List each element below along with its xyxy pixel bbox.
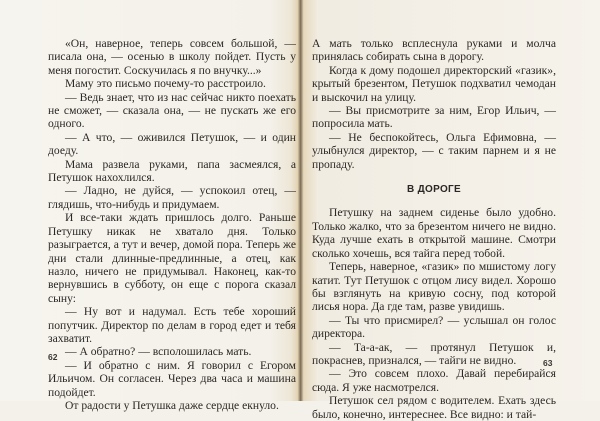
left-page [0, 0, 298, 412]
right-page-text [312, 37, 556, 421]
paragraph: — А обратно? — всполошилась мать. [65, 345, 252, 359]
paragraph: — Не беспокойтесь, Ольга Ефимовна, — улыбнулся директор, — с таким парнем и я не пропаду. [312, 130, 556, 171]
left-page-text [48, 37, 296, 412]
paragraph: Когда к дому подошел директорский «газик», крытый брезентом, Петушок подхватил чемодан и выскочил на улицу. [312, 63, 556, 104]
paragraph: А мать только всплеснула руками и молча принялась собирать сына в дорогу. [312, 37, 556, 64]
page-number: 62 [48, 352, 58, 362]
right-page [302, 0, 600, 421]
paragraph: Петушок сел рядом с водителем. Ехать здесь было, конечно, интереснее. Все видно: и тай- [312, 394, 556, 421]
section-heading: В ДОРОГЕ [407, 184, 461, 196]
paragraph: Маму это письмо почему-то расстроило. [65, 77, 266, 91]
paragraph: — Ведь знает, что из нас сейчас никто поехать не сможет, — сказала она, — не пускать же его одного. [48, 90, 296, 131]
paragraph: — А что, — оживился Петушок, — и один доеду. [48, 130, 296, 158]
paragraph: Теперь, наверное, «газик» по мшистому логу катит. Тут Петушок с отцом лису видел. Хорошо бы взглянуть на кривую сосну, под которой лисья нора. Да где там, разве увидишь. [312, 260, 556, 314]
paragraph: — Вы присмотрите за ним, Егор Ильич, — попросила мать. [312, 104, 556, 131]
paragraph: — Та-а-ак, — протянул Петушок и, покраснев, признался, — тайги не видно. [312, 340, 556, 367]
paragraph: — И обратно с ним. Я говорил с Егором Ильичом. Он согласен. Через два часа и машина подойдет. [48, 358, 296, 399]
paragraph: — Ну вот и надумал. Есть тебе хороший попутчик. Директор по делам в город едет и тебя захватит. [48, 305, 296, 345]
paragraph: Мама развела руками, папа засмеялся, а Петушок нахохлился. [48, 157, 296, 185]
paragraph: — Ты что присмирел? — услышал он голос директора. [312, 313, 556, 341]
paragraph: — Это совсем плохо. Давай перебирайся сюда. Я уже насмотрелся. [312, 367, 556, 394]
paragraph: «Он, наверное, теперь совсем большой, — писала она, — осенью в школу пойдет. Пусть у меня погостит. Соскучилась я по внучку...» [48, 37, 296, 77]
paragraph: И все-таки ждать пришлось долго. Раньше Петушку никак не хватало дня. Только разыграется, а тут и вечер, домой пора. Теперь же дни стали длинные-предлинные, а отец, как назло, ничего не придумывал. Наконец, как-то вернувшись в субботу, он еще с порога сказал сыну: [48, 211, 296, 305]
paragraph: От радости у Петушка даже сердце екнуло. [65, 398, 279, 412]
page-number: 63 [543, 358, 553, 368]
paragraph: Петушку на заднем сиденье было удобно. Только жалко, что за брезентом ничего не видно. Куда лучше ехать в открытой машине. Смотри сколько хочешь, вся тайга перед тобой. [312, 206, 556, 260]
paragraph: — Ладно, не дуйся, — успокоил отец, — глядишь, что-нибудь и придумаем. [48, 184, 296, 211]
